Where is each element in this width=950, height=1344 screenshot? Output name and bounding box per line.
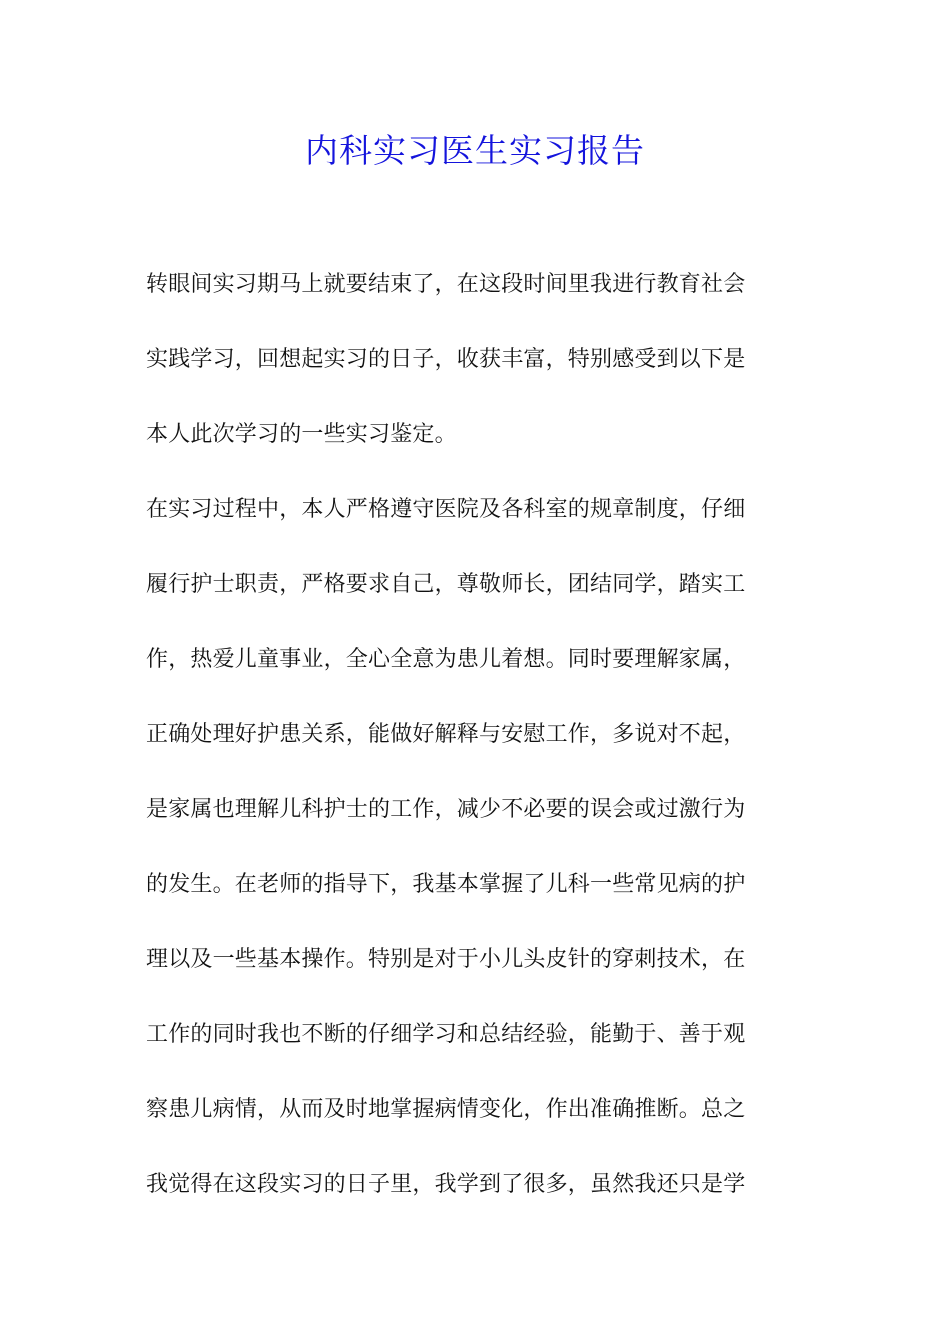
body-text-line: 察患儿病情，从而及时地掌握病情变化，作出准确推断。总之 — [146, 1097, 746, 1122]
body-text-line: 履行护士职责，严格要求自己，尊敬师长，团结同学，踏实工 — [146, 572, 746, 597]
body-text-line: 工作的同时我也不断的仔细学习和总结经验，能勤于、善于观 — [146, 1022, 746, 1047]
body-text-line: 本人此次学习的一些实习鉴定。 — [146, 422, 457, 447]
body-text-line: 的发生。在老师的指导下，我基本掌握了儿科一些常见病的护 — [146, 872, 746, 897]
body-text-line: 理以及一些基本操作。特别是对于小儿头皮针的穿刺技术，在 — [146, 947, 746, 972]
body-text-line: 转眼间实习期马上就要结束了，在这段时间里我进行教育社会 — [146, 272, 746, 297]
body-text-line: 是家属也理解儿科护士的工作，减少不必要的误会或过激行为 — [146, 797, 746, 822]
body-text-line: 实践学习，回想起实习的日子，收获丰富，特别感受到以下是 — [146, 347, 746, 372]
body-text-line: 我觉得在这段实习的日子里，我学到了很多，虽然我还只是学 — [146, 1172, 746, 1197]
document-title: 内科实习医生实习报告 — [305, 131, 645, 170]
body-text-line: 在实习过程中，本人严格遵守医院及各科室的规章制度，仔细 — [146, 497, 746, 522]
body-text-line: 作，热爱儿童事业，全心全意为患儿着想。同时要理解家属， — [146, 647, 746, 672]
body-text-line: 正确处理好护患关系，能做好解释与安慰工作，多说对不起， — [146, 722, 746, 747]
